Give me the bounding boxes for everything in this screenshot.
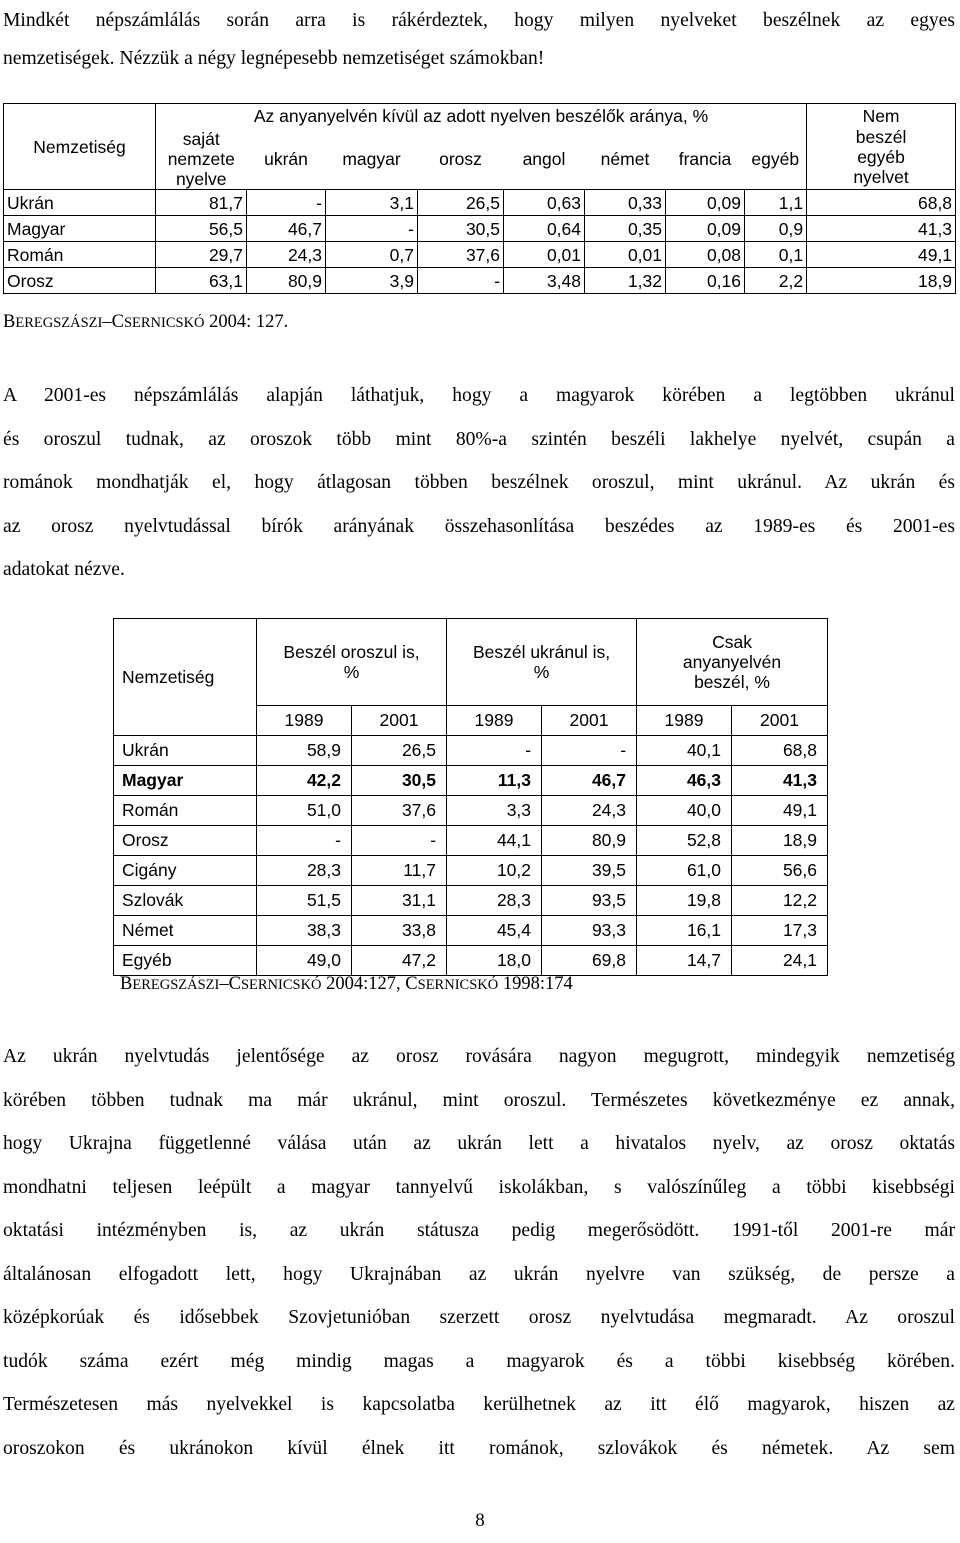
cell: 56,6 xyxy=(732,856,828,886)
header-lang-orosz: orosz xyxy=(418,129,504,190)
source-dash: – xyxy=(102,312,112,332)
cell: 18,9 xyxy=(732,826,828,856)
cell: 45,4 xyxy=(447,916,542,946)
cell: 0,09 xyxy=(666,216,745,242)
cell: 3,48 xyxy=(504,268,585,294)
paragraph-line: Az ukrán nyelvtudás jelentősége az orosz rovására nagyon megugrott, mindegyik nemzetiség xyxy=(3,1046,955,1067)
row-label: Ukrán xyxy=(4,190,156,216)
paragraph-line: tudók száma ezért még mindig magas a magyarok és a többi kisebbség körében. xyxy=(3,1350,955,1372)
header-lang-francia: francia xyxy=(666,129,745,190)
source-tail: 2004: 127. xyxy=(204,312,289,332)
table-row xyxy=(114,946,828,976)
cell: 0,63 xyxy=(504,190,585,216)
year-header: 2001 xyxy=(542,706,637,736)
cell: 29,7 xyxy=(156,242,247,268)
header-own-language: saját nemzete nyelve xyxy=(156,129,247,190)
cell: 52,8 xyxy=(637,826,732,856)
cell: 16,1 xyxy=(637,916,732,946)
source-smallcaps: SERNICSKÓ xyxy=(123,315,205,331)
paragraph-line: oktatási intézményben is, az ukrán státusza pedig megerősödött. 1991-től 2001-re már xyxy=(3,1220,955,1241)
table1-source xyxy=(3,312,288,333)
row-label: Cigány xyxy=(114,856,257,886)
year-header: 1989 xyxy=(637,706,732,736)
table-row xyxy=(114,886,828,916)
cell: 41,3 xyxy=(807,216,956,242)
cell: 46,7 xyxy=(247,216,326,242)
cell: 37,6 xyxy=(352,796,447,826)
paragraph-1 xyxy=(3,374,955,592)
cell: 0,16 xyxy=(666,268,745,294)
cell: 28,3 xyxy=(257,856,352,886)
header-lang-magyar: magyar xyxy=(326,129,418,190)
cell: 0,09 xyxy=(666,190,745,216)
cell: 3,3 xyxy=(447,796,542,826)
cell: 26,5 xyxy=(352,736,447,766)
header-lang-nemet: német xyxy=(585,129,666,190)
table-row-highlighted xyxy=(114,766,828,796)
header-lang-egyeb: egyéb xyxy=(745,129,807,190)
cell: - xyxy=(326,216,418,242)
row-label: Ukrán xyxy=(114,736,257,766)
paragraph-line: A 2001-es népszámlálás alapján láthatjuk, hogy a magyarok körében a legtöbben ukránul xyxy=(3,385,955,406)
cell: 10,2 xyxy=(447,856,542,886)
source-smallcaps: EREGSZÁSZI xyxy=(15,315,103,331)
paragraph-line: adatokat nézve. xyxy=(3,559,125,580)
intro-paragraph xyxy=(3,2,955,78)
year-header: 2001 xyxy=(732,706,828,736)
row-label: Német xyxy=(114,916,257,946)
table-row xyxy=(114,736,828,766)
table-row xyxy=(114,856,828,886)
cell: 18,0 xyxy=(447,946,542,976)
header-no-other-language: Nem beszél egyéb nyelvet xyxy=(807,104,956,190)
row-label: Szlovák xyxy=(114,886,257,916)
language-knowledge-table-2001 xyxy=(3,103,956,294)
cell: 49,1 xyxy=(807,242,956,268)
cell: 26,5 xyxy=(418,190,504,216)
cell: 11,7 xyxy=(352,856,447,886)
cell: - xyxy=(352,826,447,856)
header-only-mother-tongue: Csak anyanyelvén beszél, % xyxy=(637,619,828,706)
paragraph-line: oroszokon és ukránokon kívül élnek itt románok, szlovákok és németek. Az sem xyxy=(3,1437,955,1459)
row-label: Román xyxy=(4,242,156,268)
year-header: 1989 xyxy=(257,706,352,736)
cell: 42,2 xyxy=(257,766,352,796)
cell: 3,9 xyxy=(326,268,418,294)
cell: 81,7 xyxy=(156,190,247,216)
source-mid: 2004:127, xyxy=(321,974,406,994)
cell: - xyxy=(542,736,637,766)
cell: 0,33 xyxy=(585,190,666,216)
row-label: Orosz xyxy=(114,826,257,856)
paragraph-line: körében többen tudnak ma már ukránul, mint oroszul. Természetes következménye ez annak, xyxy=(3,1089,955,1111)
cell: 0,64 xyxy=(504,216,585,242)
cell: 51,0 xyxy=(257,796,352,826)
paragraph-line: románok mondhatják el, hogy átlagosan többen beszélnek oroszul, mint ukránul. Az ukrán és xyxy=(3,472,955,493)
cell: 0,7 xyxy=(326,242,418,268)
source-dash: – xyxy=(219,974,229,994)
paragraph-line: mondhatni teljesen leépült a magyar tannyelvű iskolákban, s valószínűleg a többi kisebbségi xyxy=(3,1176,955,1198)
source-initial: B xyxy=(120,974,133,994)
header-speaks-russian: Beszél oroszul is, % xyxy=(257,619,447,706)
cell: 0,08 xyxy=(666,242,745,268)
cell: - xyxy=(257,826,352,856)
row-label: Egyéb xyxy=(114,946,257,976)
table-row xyxy=(4,242,956,268)
cell: 69,8 xyxy=(542,946,637,976)
cell: 44,1 xyxy=(447,826,542,856)
table-row xyxy=(4,216,956,242)
cell: 39,5 xyxy=(542,856,637,886)
cell: - xyxy=(418,268,504,294)
table-row xyxy=(4,268,956,294)
paragraph-line: hogy Ukrajna függetlenné válása után az ukrán lett a hivatalos nyelv, az orosz oktatás xyxy=(3,1133,955,1154)
cell: - xyxy=(447,736,542,766)
paragraph-line: és oroszul tudnak, az oroszok több mint 80%-a szintén beszéli lakhelye nyelvét, csupán a xyxy=(3,428,955,450)
page-number: 8 xyxy=(475,1510,485,1531)
cell: 49,1 xyxy=(732,796,828,826)
row-label: Magyar xyxy=(4,216,156,242)
header-nationality: Nemzetiség xyxy=(4,104,156,190)
cell: 68,8 xyxy=(807,190,956,216)
table2-source xyxy=(120,974,573,995)
source-initial: C xyxy=(111,312,124,332)
cell: 40,1 xyxy=(637,736,732,766)
table-row xyxy=(114,916,828,946)
cell: 0,1 xyxy=(745,242,807,268)
year-header: 2001 xyxy=(352,706,447,736)
paragraph-line: Természetesen más nyelvekkel is kapcsolatba kerülhetnek az itt élő magyarok, hiszen az xyxy=(3,1394,955,1415)
cell: 46,3 xyxy=(637,766,732,796)
source-smallcaps: SERNICSKÓ xyxy=(240,977,322,993)
cell: 61,0 xyxy=(637,856,732,886)
source-smallcaps: EREGSZÁSZI xyxy=(132,977,220,993)
source-initial: C xyxy=(228,974,241,994)
cell: 1,32 xyxy=(585,268,666,294)
source-initial: C xyxy=(405,974,418,994)
table-row xyxy=(114,796,828,826)
cell: 17,3 xyxy=(732,916,828,946)
cell: 30,5 xyxy=(352,766,447,796)
cell: 93,3 xyxy=(542,916,637,946)
cell: 0,01 xyxy=(585,242,666,268)
cell: 33,8 xyxy=(352,916,447,946)
cell: 51,5 xyxy=(257,886,352,916)
cell: 11,3 xyxy=(447,766,542,796)
intro-line-1: Mindkét népszámlálás során arra is rákérdeztek, hogy milyen nyelveket beszélnek az egyes xyxy=(3,10,955,31)
cell: 24,3 xyxy=(247,242,326,268)
language-comparison-table-1989-2001 xyxy=(113,618,828,976)
header-speaks-ukrainian: Beszél ukránul is, % xyxy=(447,619,637,706)
row-label: Román xyxy=(114,796,257,826)
cell: 2,2 xyxy=(745,268,807,294)
cell: 0,35 xyxy=(585,216,666,242)
table-row xyxy=(114,826,828,856)
cell: 80,9 xyxy=(247,268,326,294)
cell: 68,8 xyxy=(732,736,828,766)
paragraph-2 xyxy=(3,1035,955,1470)
year-header: 1989 xyxy=(447,706,542,736)
row-label: Magyar xyxy=(114,766,257,796)
cell: 63,1 xyxy=(156,268,247,294)
paragraph-line: általánosan elfogadott lett, hogy Ukrajnában az ukrán nyelvre van szükség, de persze a xyxy=(3,1263,955,1285)
header-nationality: Nemzetiség xyxy=(114,619,257,736)
cell: 14,7 xyxy=(637,946,732,976)
intro-line-2: nemzetiségek. Nézzük a négy legnépesebb nemzetiséget számokban! xyxy=(3,48,545,69)
cell: 0,9 xyxy=(745,216,807,242)
row-label: Orosz xyxy=(4,268,156,294)
paragraph-line: középkorúak és idősebbek Szovjetunióban szerzett orosz nyelvtudása megmaradt. Az oroszul xyxy=(3,1307,955,1328)
cell: 0,01 xyxy=(504,242,585,268)
cell: 31,1 xyxy=(352,886,447,916)
cell: 56,5 xyxy=(156,216,247,242)
cell: 93,5 xyxy=(542,886,637,916)
cell: 38,3 xyxy=(257,916,352,946)
cell: 58,9 xyxy=(257,736,352,766)
source-initial: B xyxy=(3,312,16,332)
header-lang-angol: angol xyxy=(504,129,585,190)
cell: 41,3 xyxy=(732,766,828,796)
cell: 46,7 xyxy=(542,766,637,796)
cell: 3,1 xyxy=(326,190,418,216)
cell: 1,1 xyxy=(745,190,807,216)
cell: 30,5 xyxy=(418,216,504,242)
cell: 37,6 xyxy=(418,242,504,268)
cell: 24,3 xyxy=(542,796,637,826)
source-smallcaps: SERNICSKÓ xyxy=(417,977,499,993)
cell: 28,3 xyxy=(447,886,542,916)
cell: 49,0 xyxy=(257,946,352,976)
cell: 18,9 xyxy=(807,268,956,294)
header-lang-ukran: ukrán xyxy=(247,129,326,190)
cell: 24,1 xyxy=(732,946,828,976)
table-row xyxy=(4,190,956,216)
header-group: Az anyanyelvén kívül az adott nyelven beszélők aránya, % xyxy=(156,104,807,130)
paragraph-line: az orosz nyelvtudással bírók arányának összehasonlítása beszédes az 1989-es és 2001-es xyxy=(3,515,955,537)
source-tail: 1998:174 xyxy=(498,974,573,994)
cell: 47,2 xyxy=(352,946,447,976)
cell: 19,8 xyxy=(637,886,732,916)
cell: 40,0 xyxy=(637,796,732,826)
cell: 80,9 xyxy=(542,826,637,856)
cell: 12,2 xyxy=(732,886,828,916)
cell: - xyxy=(247,190,326,216)
